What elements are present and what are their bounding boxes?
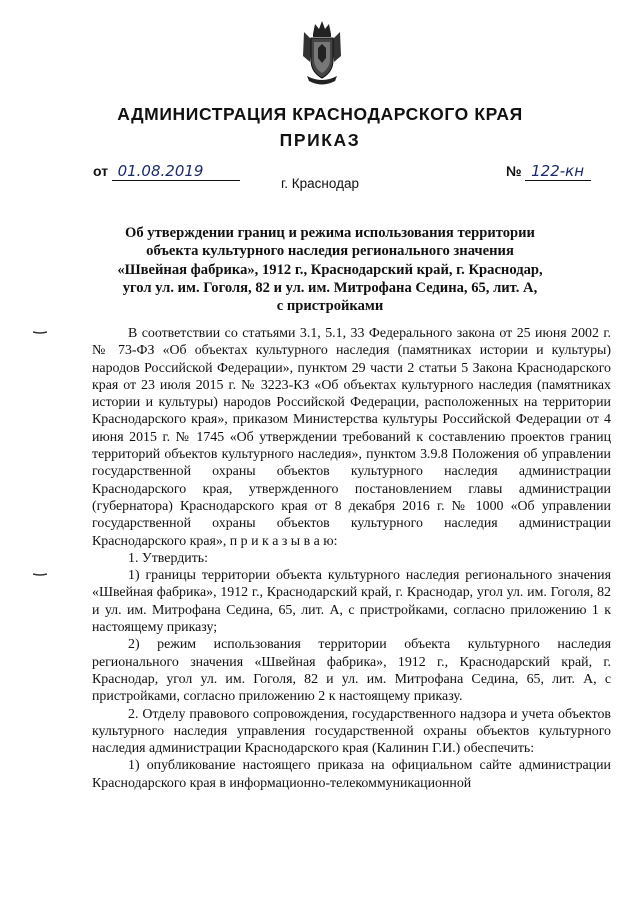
title-line: с пристройками bbox=[276, 298, 384, 315]
document-body bbox=[92, 325, 611, 792]
title-line: Об утверждении границ и режима использования территории bbox=[125, 225, 535, 241]
number-label: № bbox=[506, 163, 522, 179]
organization-name: АДМИНИСТРАЦИЯ КРАСНОДАРСКОГО КРАЯ bbox=[117, 104, 523, 124]
document-type: ПРИКАЗ bbox=[279, 130, 361, 150]
margin-punch-mark bbox=[33, 573, 47, 576]
body-paragraph: 2) режим использования территории объекта культурного наследия регионального значения «Швейная фабрика», 1912 г., Краснодарский край, г. Краснодар, угол ул. им. Гоголя, 82 и ул. им. Митрофана Седина, 65, лит. А, с пристройками, согласно приложению 2 к настоящему приказу. bbox=[92, 637, 611, 705]
document-title bbox=[100, 224, 560, 315]
city-line: г. Краснодар bbox=[281, 176, 359, 191]
body-paragraph: 1) границы территории объекта культурного наследия регионального значения «Швейная фабрика», 1912 г., Краснодарский край, г. Краснодар, угол ул. им. Гоголя, 82 и ул. им. Митрофана Седина, 65, лит. А, с пристройками, согласно приложению 1 к настоящему приказу; bbox=[92, 568, 611, 636]
body-paragraph: 1) опубликование настоящего приказа на официальном сайте администрации Краснодарского края в информационно-телекоммуникационной bbox=[92, 758, 611, 791]
date-label: от bbox=[93, 163, 109, 179]
title-line: «Швейная фабрика», 1912 г., Краснодарский край, г. Краснодар, bbox=[117, 261, 543, 278]
margin-punch-mark bbox=[33, 331, 47, 334]
body-paragraph: 2. Отделу правового сопровождения, государственного надзора и учета объектов культурного наследия управления государственной охраны объектов культурного наследия администрации Краснодарского края (Калинин Г.И.) обеспечить: bbox=[92, 706, 611, 757]
date-value: 01.08.2019 bbox=[112, 163, 240, 181]
body-paragraph: В соответствии со статьями 3.1, 5.1, 33 Федерального закона от 25 июня 2002 г. № 73-ФЗ «Об объектах культурного наследия (памятниках истории и культуры) народов Российской Федерации», пунктом 29 части 2 статьи 5 Закона Краснодарского края от 23 июля 2015 г. № 3223-КЗ «Об объектах культурного наследия (памятниках истории и культуры) народов Российской Федерации, расположенных на территории Краснодарского края», приказом Министерства культуры Российской Федерации от 4 июня 2015 г. № 1745 «Об утверждении требований к составлению проектов границ территорий объектов культурного наследия», пунктом 3.9.8 Положения об управлении государственной охраны объектов культурного наследия администрации Краснодарского края, утвержденного постановлением главы администрации (губернатора) Краснодарского края от 8 декабря 2016 г. № 1000 «Об управлении государственной охраны объектов культурного наследия администрации Краснодарского края», п р и к а з ы в а ю: bbox=[92, 326, 611, 549]
number-value: 122-кн bbox=[525, 163, 591, 181]
coat-of-arms-emblem bbox=[300, 18, 344, 88]
title-line: угол ул. им. Гоголя, 82 и ул. им. Митрофана Седина, 65, лит. А, bbox=[122, 279, 538, 296]
body-paragraph: 1. Утвердить: bbox=[128, 550, 208, 566]
title-line: объекта культурного наследия регионального значения bbox=[146, 243, 514, 260]
